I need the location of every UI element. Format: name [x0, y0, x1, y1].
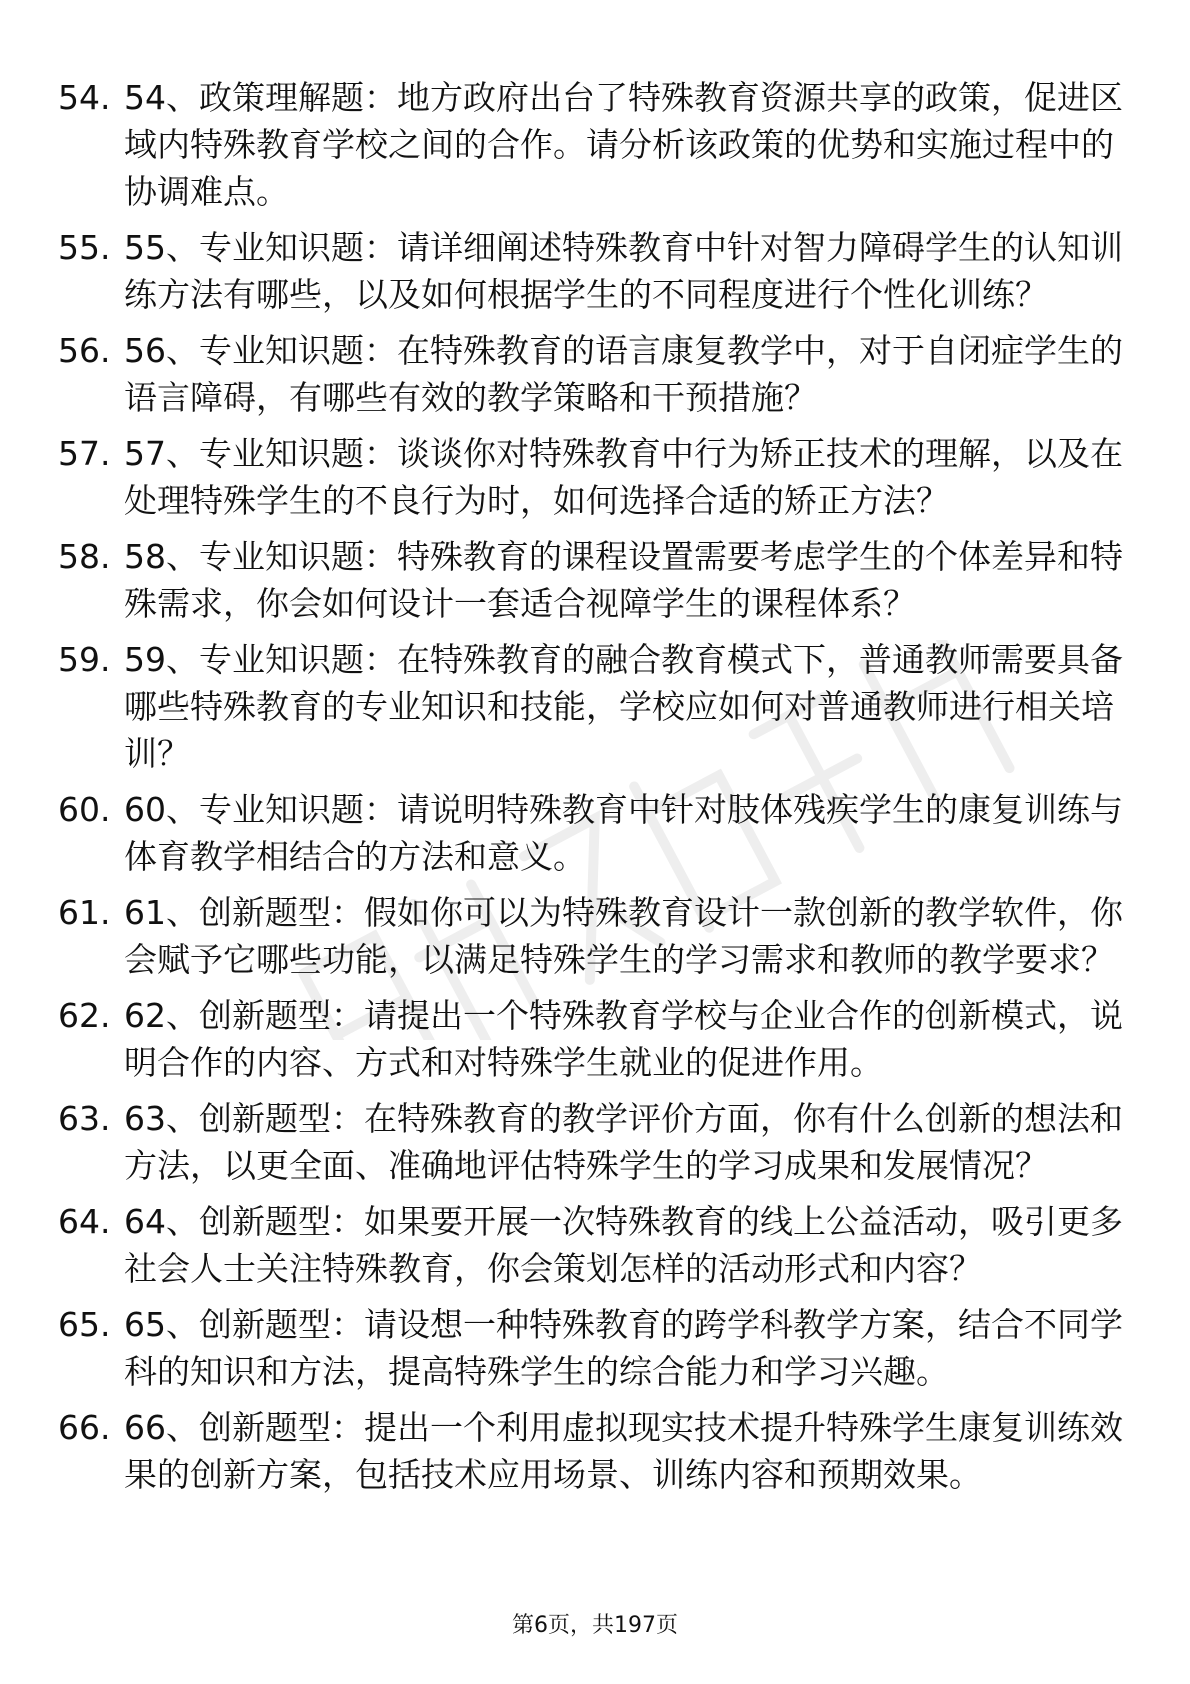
question-number: 64. [58, 1202, 111, 1241]
question-text: 64、创新题型：如果要开展一次特殊教育的线上公益活动，吸引更多社会人士关注特殊教育，你会策划怎样的活动形式和内容？ [124, 1202, 1123, 1288]
question-item [58, 1198, 1138, 1292]
question-number: 62. [58, 996, 111, 1035]
question-number: 63. [58, 1099, 111, 1138]
question-item [58, 636, 1138, 777]
question-number: 57. [58, 434, 111, 473]
question-list [58, 74, 1138, 1507]
question-number: 58. [58, 537, 111, 576]
question-text: 56、专业知识题：在特殊教育的语言康复教学中，对于自闭症学生的语言障碍，有哪些有效的教学策略和干预措施？ [124, 331, 1123, 417]
question-text: 58、专业知识题：特殊教育的课程设置需要考虑学生的个体差异和特殊需求，你会如何设计一套适合视障学生的课程体系？ [124, 537, 1123, 623]
question-item [58, 533, 1138, 627]
question-text: 55、专业知识题：请详细阐述特殊教育中针对智力障碍学生的认知训练方法有哪些，以及如何根据学生的不同程度进行个性化训练？ [124, 228, 1123, 314]
page-number-footer: 第6页，共197页 [512, 1613, 678, 1638]
question-text: 59、专业知识题：在特殊教育的融合教育模式下，普通教师需要具备哪些特殊教育的专业知识和技能，学校应如何对普通教师进行相关培训？ [124, 640, 1123, 773]
question-number: 65. [58, 1305, 111, 1344]
question-number: 61. [58, 893, 111, 932]
question-item [58, 327, 1138, 421]
question-item [58, 1404, 1138, 1498]
question-item [58, 1301, 1138, 1395]
question-number: 59. [58, 640, 111, 679]
question-text: 66、创新题型：提出一个利用虚拟现实技术提升特殊学生康复训练效果的创新方案，包括技术应用场景、训练内容和预期效果。 [124, 1408, 1123, 1494]
question-text: 57、专业知识题：谈谈你对特殊教育中行为矫正技术的理解，以及在处理特殊学生的不良行为时，如何选择合适的矫正方法？ [124, 434, 1123, 520]
question-text: 61、创新题型：假如你可以为特殊教育设计一款创新的教学软件，你会赋予它哪些功能，以满足特殊学生的学习需求和教师的教学要求？ [124, 893, 1123, 979]
question-text: 65、创新题型：请设想一种特殊教育的跨学科教学方案，结合不同学科的知识和方法，提高特殊学生的综合能力和学习兴趣。 [124, 1305, 1123, 1391]
question-item [58, 992, 1138, 1086]
question-text: 60、专业知识题：请说明特殊教育中针对肢体残疾学生的康复训练与体育教学相结合的方法和意义。 [124, 790, 1123, 876]
question-number: 55. [58, 228, 111, 267]
question-item [58, 224, 1138, 318]
question-text: 62、创新题型：请提出一个特殊教育学校与企业合作的创新模式，说明合作的内容、方式和对特殊学生就业的促进作用。 [124, 996, 1123, 1082]
question-number: 56. [58, 331, 111, 370]
question-item [58, 786, 1138, 880]
question-text: 54、政策理解题：地方政府出台了特殊教育资源共享的政策，促进区域内特殊教育学校之间的合作。请分析该政策的优势和实施过程中的协调难点。 [124, 78, 1123, 211]
question-number: 54. [58, 78, 111, 117]
question-item [58, 1095, 1138, 1189]
question-number: 60. [58, 790, 111, 829]
question-item [58, 74, 1138, 215]
question-number: 66. [58, 1408, 111, 1447]
question-item [58, 430, 1138, 524]
question-item [58, 889, 1138, 983]
question-text: 63、创新题型：在特殊教育的教学评价方面，你有什么创新的想法和方法，以更全面、准确地评估特殊学生的学习成果和发展情况？ [124, 1099, 1123, 1185]
